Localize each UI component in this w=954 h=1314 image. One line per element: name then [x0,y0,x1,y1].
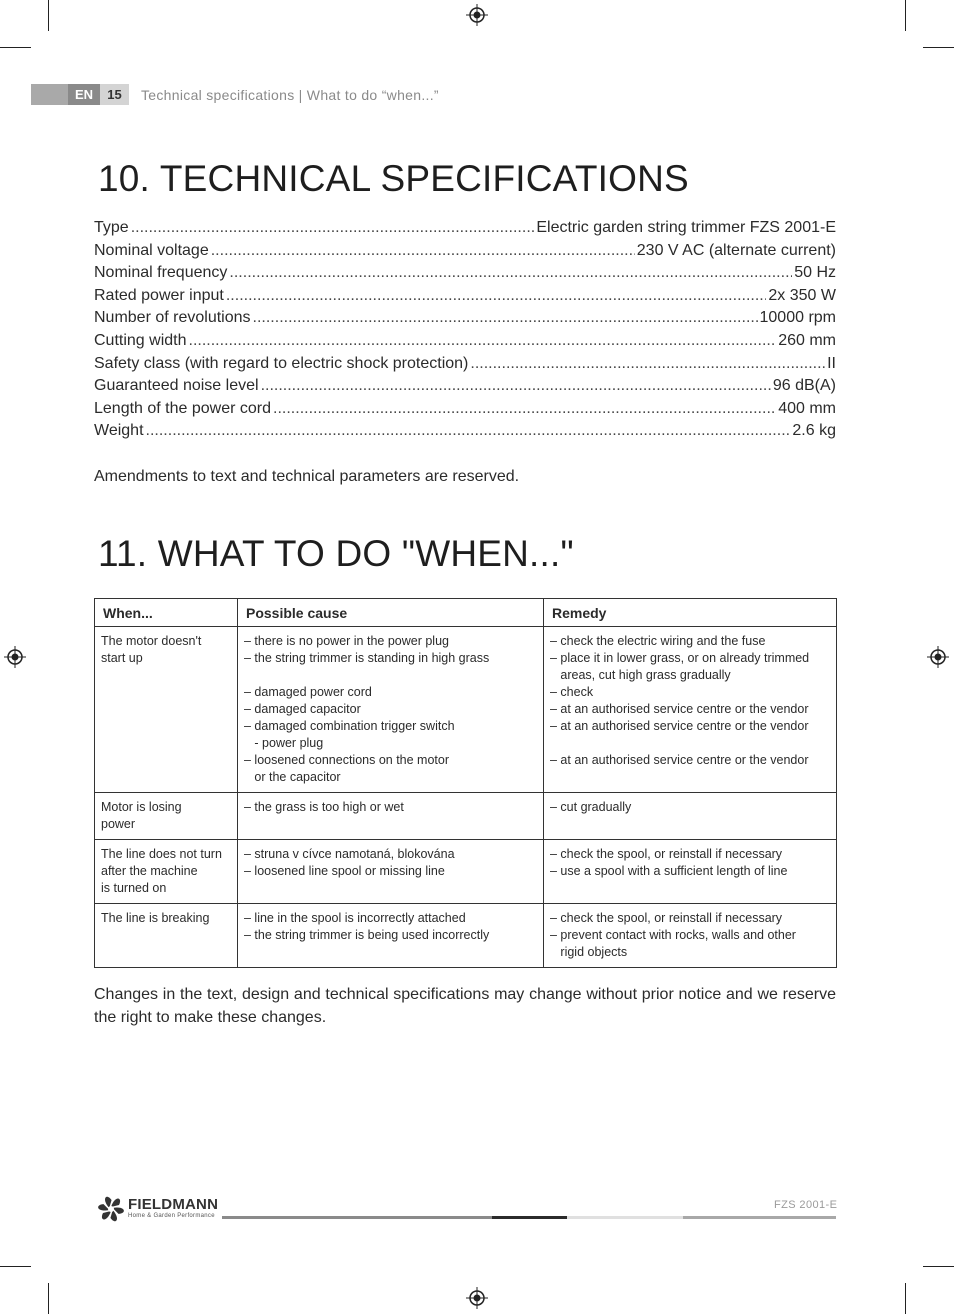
cell-line: – use a spool with a sufficient length of line [550,864,788,878]
dot-leader [226,287,767,305]
dot-leader [131,219,535,237]
spec-row [94,332,836,355]
cell-line: power [101,817,136,831]
spec-row [94,264,836,287]
cell-cause [238,793,544,840]
column-header-cause: Possible cause [238,599,544,627]
footer-rule [222,1216,492,1219]
cell-line: – at an authorised service centre or the vendor [550,702,809,716]
cell-line: after the machine [101,864,198,878]
spec-value: 10000 rpm [759,309,836,327]
spec-value: Electric garden string trimmer FZS 2001-E [536,219,836,236]
spec-label: Nominal voltage [94,241,209,259]
cell-line: Motor is losing [101,800,182,814]
cell-line: – there is no power in the power plug [244,634,449,648]
cell-line: The motor doesn't [101,634,202,648]
cell-line: – damaged capacitor [244,702,361,716]
registration-mark-icon [466,1287,488,1309]
crop-mark [923,47,954,48]
cell-remedy [544,904,837,968]
cell-line: – damaged power cord [244,685,372,699]
column-header-when: When... [95,599,238,627]
spec-value: 2x 350 W [768,286,836,304]
spec-label: Type [94,219,129,236]
table-row [95,840,837,904]
footer-rule [492,1216,567,1219]
spec-row [94,422,836,445]
spec-row [94,309,836,332]
footer-rule [683,1216,836,1219]
table-header-row [95,599,837,627]
section-title-what-to-do-when: 11. WHAT TO DO "WHEN..." [98,533,574,574]
spec-row [94,287,836,310]
cell-line: – check the spool, or reinstall if necessary [550,911,783,925]
cell-line: – the string trimmer is standing in high grass [244,651,490,665]
spec-value: 2.6 kg [792,422,836,440]
spec-label: Guaranteed noise level [94,377,259,395]
spec-row [94,242,836,265]
spec-row [94,219,836,242]
cell-line: areas, cut high grass gradually [550,668,731,682]
running-header: Technical specifications | What to do “when...” [141,87,439,103]
crop-mark [0,47,31,48]
spec-label: Cutting width [94,331,187,349]
spec-row [94,377,836,400]
dot-leader [229,264,792,282]
registration-mark-icon [927,646,949,668]
cell-line: – place it in lower grass, or on already trimmed [550,651,810,665]
cell-line [244,667,537,684]
language-badge: EN [68,84,100,105]
crop-mark [0,1266,31,1267]
cell-line: – check [550,685,594,699]
cell-remedy [544,627,837,793]
cell-remedy [544,793,837,840]
table-row [95,627,837,793]
cell-line: - power plug [244,736,324,750]
spec-label: Length of the power cord [94,399,272,417]
spec-row [94,400,836,423]
cell-line: – struna v cívce namotaná, blokována [244,847,455,861]
brand-tagline: Home & Garden Performance [128,1213,215,1219]
spec-value: 400 mm [778,399,836,417]
cell-cause [238,840,544,904]
cell-line: – cut gradually [550,800,632,814]
dot-leader [146,422,791,440]
cell-line: – damaged combination trigger switch [244,719,455,733]
spec-value: 50 Hz [794,264,836,282]
cell-when [95,627,238,793]
crop-mark [923,1266,954,1267]
section-title-technical-specifications: 10. TECHNICAL SPECIFICATIONS [98,158,689,199]
crop-mark [905,1283,906,1314]
dot-leader [261,377,771,395]
crop-mark [905,0,906,31]
troubleshooting-table [94,598,837,968]
model-number: FZS 2001-E [774,1199,838,1211]
dot-leader [211,242,635,260]
cell-line [550,735,830,752]
spec-label: Nominal frequency [94,264,228,282]
amendments-note: Amendments to text and technical parameters are reserved. [94,468,520,485]
registration-mark-icon [4,646,26,668]
cell-when [95,793,238,840]
cell-line: The line is breaking [101,911,210,925]
spec-label: Safety class (with regard to electric shock protection) [94,354,469,372]
dot-leader [273,400,776,418]
table-body [95,627,837,968]
page-number: 15 [100,84,129,105]
cell-line: – loosened connections on the motor [244,753,449,767]
table-row [95,904,837,968]
cell-when [95,840,238,904]
spec-value: 260 mm [778,331,836,349]
dot-leader [470,355,825,373]
table-row [95,793,837,840]
cell-line: – check the electric wiring and the fuse [550,634,766,648]
cell-line: or the capacitor [244,770,341,784]
spec-value: II [827,354,836,372]
cell-line: – prevent contact with rocks, walls and other [550,928,796,942]
cell-cause [238,627,544,793]
crop-mark [48,0,49,31]
cell-remedy [544,840,837,904]
spec-label: Weight [94,422,144,440]
fan-flower-logo-icon [94,1193,128,1225]
column-header-remedy: Remedy [544,599,837,627]
crop-mark [48,1283,49,1314]
cell-line: – at an authorised service centre or the vendor [550,719,809,733]
cell-line: – the string trimmer is being used incorrectly [244,928,490,942]
cell-line: The line does not turn [101,847,222,861]
cell-line: is turned on [101,881,167,895]
dot-leader [189,332,777,350]
cell-line: start up [101,651,143,665]
cell-line: – check the spool, or reinstall if necessary [550,847,783,861]
dot-leader [253,309,758,327]
cell-line: – at an authorised service centre or the vendor [550,753,809,767]
spec-value: 96 dB(A) [772,377,836,395]
cell-cause [238,904,544,968]
spec-label: Number of revolutions [94,309,251,327]
cell-when [95,904,238,968]
spec-row [94,355,836,378]
cell-line: – loosened line spool or missing line [244,864,445,878]
cell-line: rigid objects [550,945,628,959]
changes-note: Changes in the text, design and technical specifications may change without prior notice and we reserve the right to make these changes. [94,986,836,1026]
brand-name: FIELDMANN [128,1196,219,1213]
cell-line: – the grass is too high or wet [244,800,404,814]
spec-value: 230 V AC (alternate current) [636,241,836,259]
spec-label: Rated power input [94,286,224,304]
cell-line: – line in the spool is incorrectly attached [244,911,466,925]
spec-list [94,219,836,445]
footer-rule [567,1216,683,1219]
registration-mark-icon [466,4,488,26]
